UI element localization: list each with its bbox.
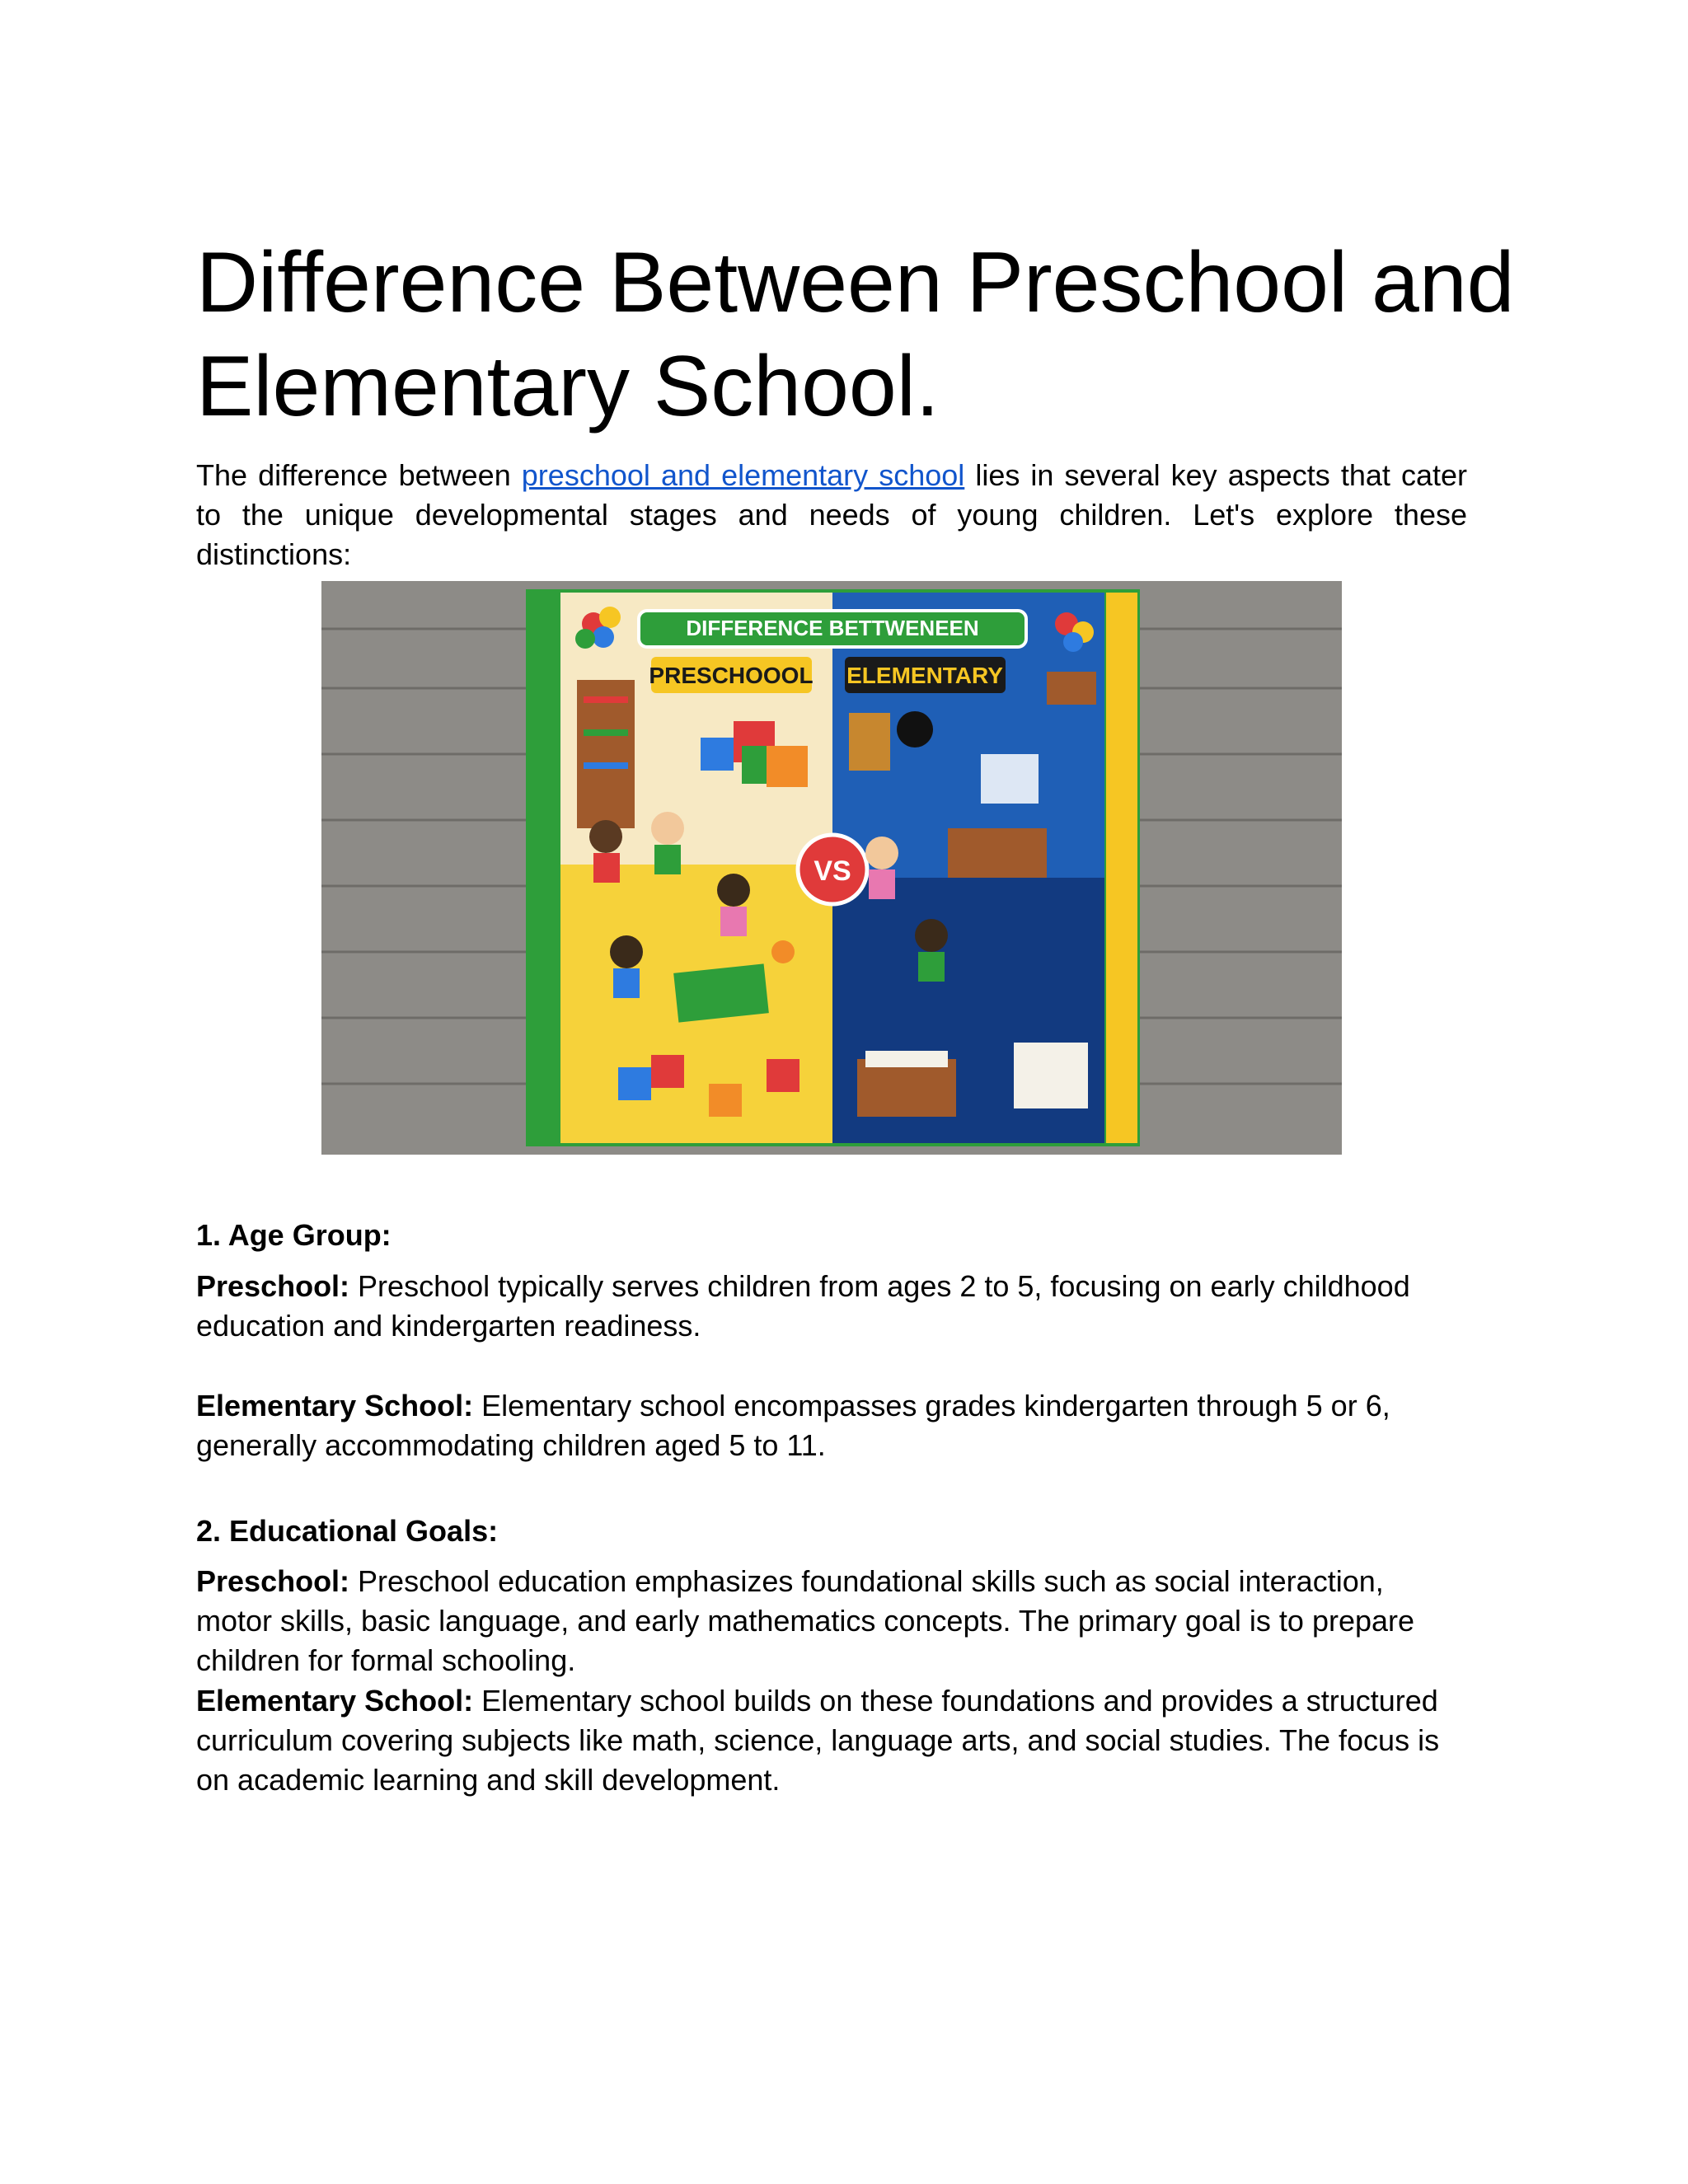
intro-text-after: lies in several key aspects that cater to the unique developmental stages and needs of young children. Let's explore these distinctions: [196,458,1467,571]
paragraph-text: Elementary school encompasses grades kindergarten through 5 or 6, generally accommodating children aged 5 to 11. [196,1389,1390,1462]
vs-text: VS [814,855,851,887]
goals-elementary-paragraph [196,1681,1467,1800]
age-group-preschool-paragraph [196,1267,1467,1346]
section-heading-educational-goals: 2. Educational Goals: [196,1514,499,1548]
page-title: Difference Between Preschool and Elementary School. [196,235,1515,434]
paragraph-text: Elementary school builds on these foundations and provides a structured curriculum covering subjects like math, science, language arts, and social studies. The focus is on academic learning and skill development. [196,1684,1440,1797]
paragraph-text: Preschool education emphasizes foundational skills such as social interaction, motor skills, basic language, and early mathematics concepts. The primary goal is to prepare children for formal schooling. [196,1564,1415,1677]
intro-link[interactable]: preschool and elementary school [521,458,965,492]
section-heading-age-group: 1. Age Group: [196,1218,392,1252]
preschool-label: PRESCHOOOL [649,663,814,688]
paragraph-label: Preschool: [196,1564,350,1598]
goals-preschool-paragraph [196,1562,1467,1680]
intro-paragraph [196,456,1467,574]
intro-text-before: The difference between [196,458,522,492]
illustration-svg [321,581,1342,1155]
banner-text: DIFFERENCE BETTWENEEN [686,616,979,640]
paragraph-label: Elementary School: [196,1389,474,1422]
paragraph-text: Preschool typically serves children from ages 2 to 5, focusing on early childhood education and kindergarten readiness. [196,1269,1410,1343]
comparison-illustration [321,581,1342,1155]
elementary-label: ELEMENTARY [846,663,1003,688]
paragraph-label: Preschool: [196,1269,350,1303]
paragraph-label: Elementary School: [196,1684,474,1718]
age-group-elementary-paragraph [196,1386,1467,1465]
